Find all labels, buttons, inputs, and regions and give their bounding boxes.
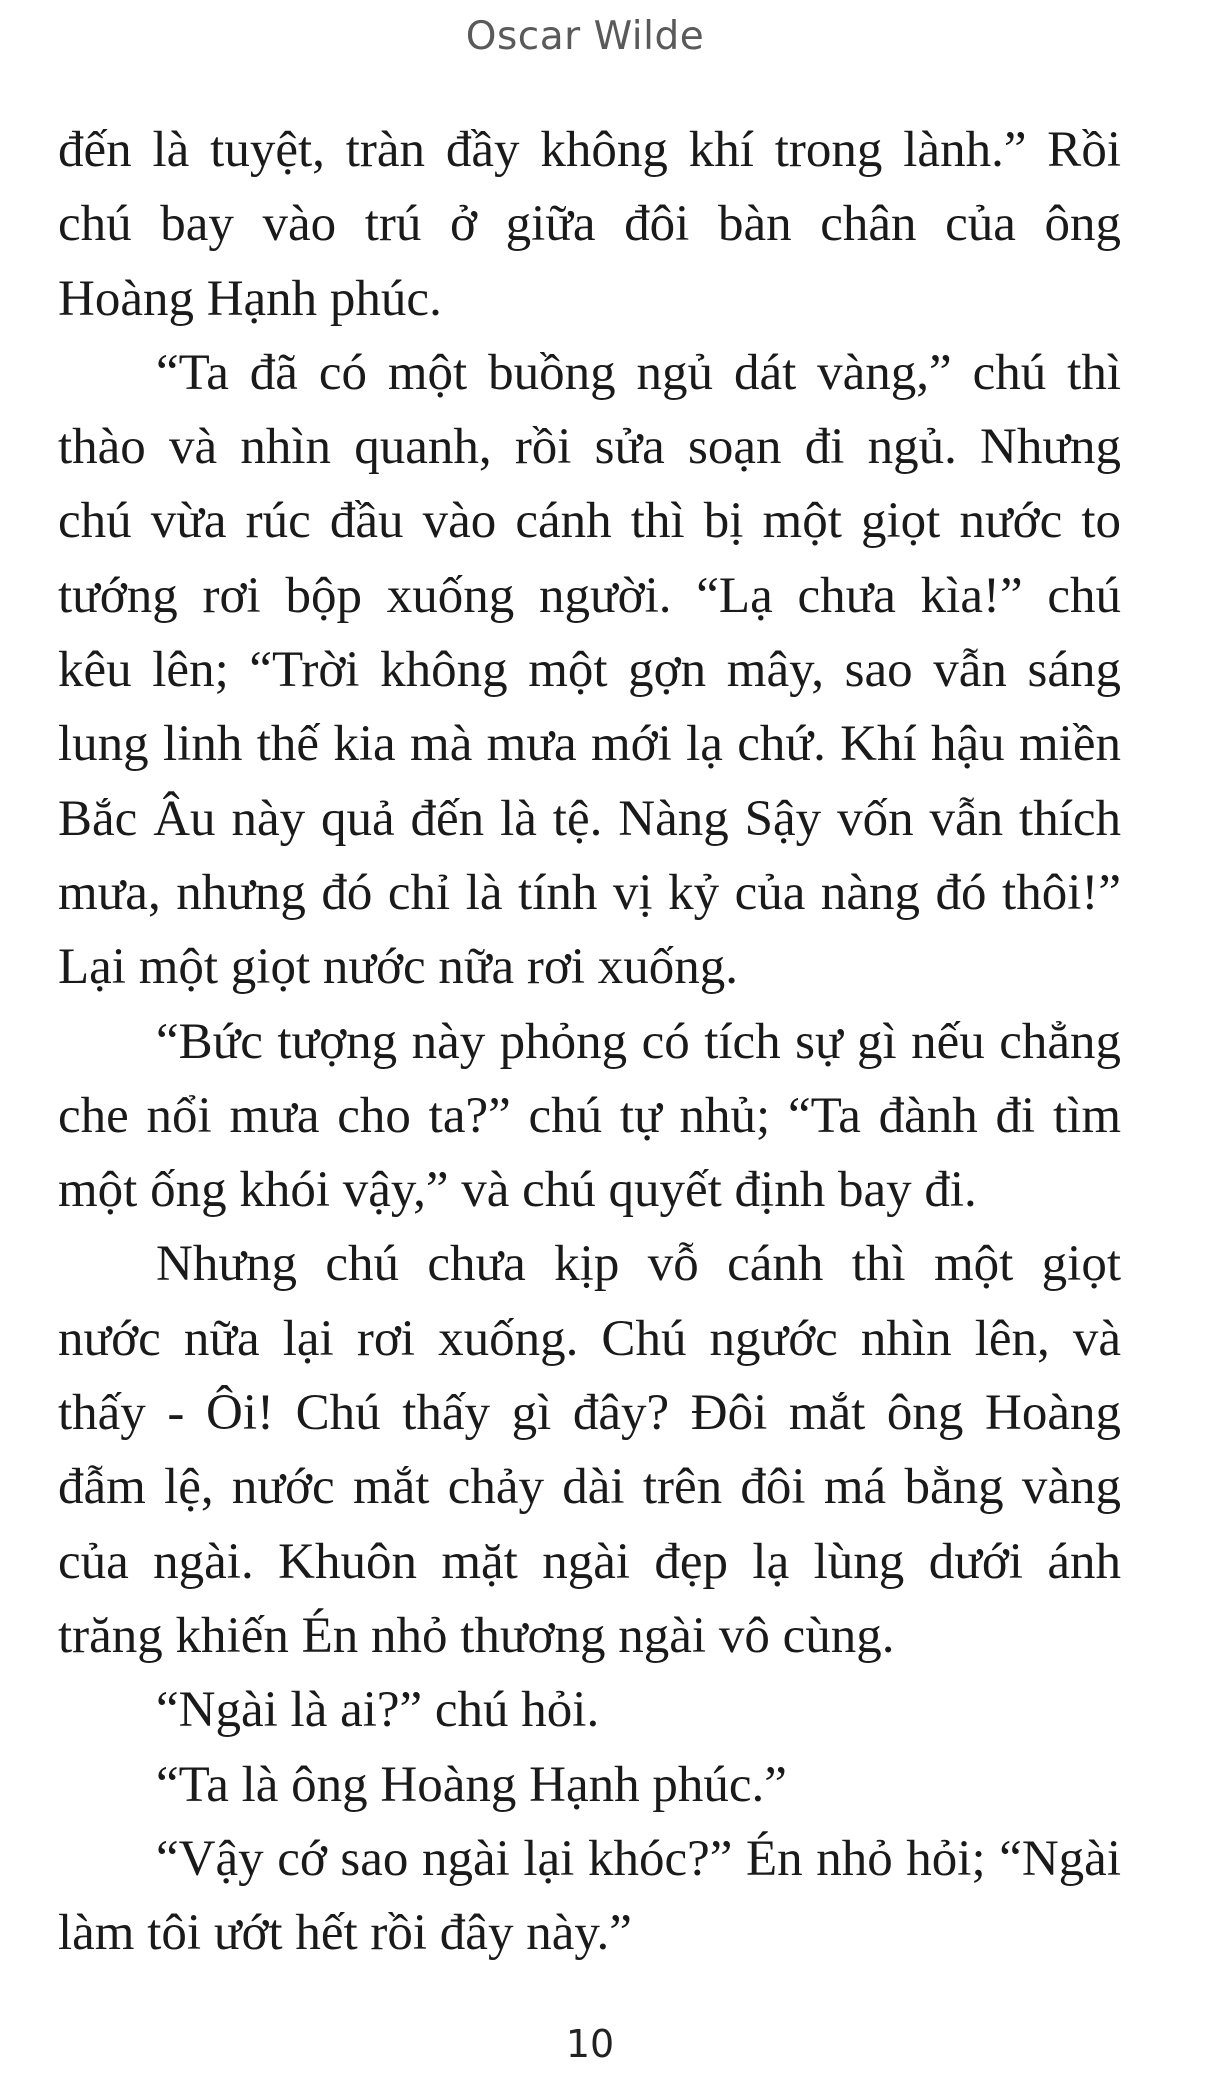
text-line: “Bức tượng này phỏng có tích sự gì nếu chẳng	[156, 1013, 1121, 1070]
text-line: trăng khiến Én nhỏ thương ngài vô cùng.	[58, 1607, 895, 1664]
text-line: lung linh thế kia mà mưa mới lạ chứ. Khí hậu miền	[58, 716, 1121, 773]
text-line: làm tôi ướt hết rồi đây này.”	[58, 1905, 632, 1962]
text-line: nước nữa lại rơi xuống. Chú ngước nhìn lên, và	[58, 1310, 1121, 1367]
text-line: Hoàng Hạnh phúc.	[58, 270, 442, 327]
text-line: Lại một giọt nước nữa rơi xuống.	[58, 939, 739, 996]
text-line: “Ngài là ai?” chú hỏi.	[156, 1682, 600, 1739]
text-line: một ống khói vậy,” và chú quyết định bay đi.	[58, 1162, 977, 1219]
body-text	[58, 113, 1121, 1970]
text-line: Nhưng chú chưa kịp vỗ cánh thì một giọt	[156, 1236, 1121, 1293]
text-line: che nổi mưa cho ta?” chú tự nhủ; “Ta đành đi tìm	[58, 1087, 1121, 1144]
running-head: Oscar Wilde	[465, 14, 705, 59]
text-line: “Vậy cớ sao ngài lại khóc?” Én nhỏ hỏi; “Ngài	[156, 1830, 1121, 1887]
text-line: tướng rơi bộp xuống người. “Lạ chưa kìa!” chú	[58, 567, 1121, 624]
text-line: kêu lên; “Trời không một gợn mây, sao vẫn sáng	[58, 642, 1121, 699]
text-line: của ngài. Khuôn mặt ngài đẹp lạ lùng dưới ánh	[58, 1533, 1121, 1590]
text-line: đẫm lệ, nước mắt chảy dài trên đôi má bằng vàng	[58, 1459, 1121, 1516]
text-line: “Ta là ông Hoàng Hạnh phúc.”	[156, 1756, 787, 1813]
text-line: đến là tuyệt, tràn đầy không khí trong lành.” Rồi	[58, 122, 1121, 178]
text-line: thấy - Ôi! Chú thấy gì đây? Đôi mắt ông Hoàng	[58, 1385, 1121, 1442]
text-line: chú bay vào trú ở giữa đôi bàn chân của ông	[58, 196, 1121, 253]
text-line: “Ta đã có một buồng ngủ dát vàng,” chú thì	[156, 344, 1121, 401]
text-line: thào và nhìn quanh, rồi sửa soạn đi ngủ. Nhưng	[58, 419, 1121, 476]
text-line: Bắc Âu này quả đến là tệ. Nàng Sậy vốn vẫn thích	[58, 790, 1121, 847]
page-number: 10	[565, 2022, 615, 2066]
text-line: mưa, nhưng đó chỉ là tính vị kỷ của nàng đó thôi!”	[58, 864, 1121, 921]
text-line: chú vừa rúc đầu vào cánh thì bị một giọt nước to	[58, 493, 1121, 550]
